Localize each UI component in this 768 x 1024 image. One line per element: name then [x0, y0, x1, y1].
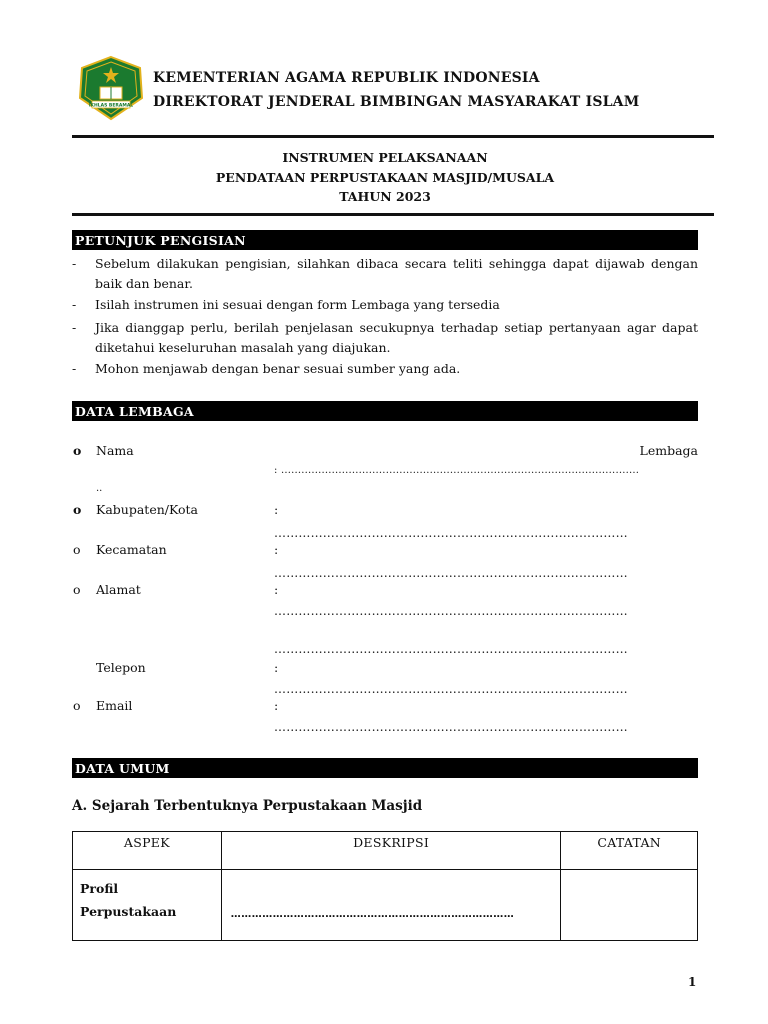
instruction-item: - Sebelum dilakukan pengisian, silahkan dibaca secara teliti sehingga dapat dijawab dengan baik dan benar.: [72, 256, 698, 291]
directorate-name: DIREKTORAT JENDERAL BIMBINGAN MASYARAKAT ISLAM: [153, 94, 640, 110]
subsection-title: A. Sejarah Terbentuknya Perpustakaan Masjid: [72, 798, 423, 814]
instruction-item: - Mohon menjawab dengan benar sesuai sumber yang ada.: [72, 361, 461, 376]
nama-fill-line[interactable]: : ..........................................................................................................: [274, 465, 640, 476]
instruction-item: - Isilah instrumen ini sesuai dengan form Lembaga yang tersedia: [72, 297, 500, 312]
kemenag-emblem-icon: [78, 55, 144, 121]
telepon-fill-line[interactable]: ……………………………………………………………………………: [274, 682, 628, 696]
field-label-kabupaten: Kabupaten/Kota: [96, 502, 198, 517]
table-row: [73, 870, 698, 941]
cell-catatan[interactable]: [561, 870, 698, 941]
document-title-year: TAHUN 2023: [339, 189, 431, 204]
kabupaten-fill-line[interactable]: ……………………………………………………………………………: [274, 526, 628, 540]
header-rule: [72, 135, 714, 138]
kecamatan-fill-line[interactable]: ……………………………………………………………………………: [274, 566, 628, 580]
column-header-aspek: ASPEK: [73, 832, 222, 870]
field-label-nama: Nama: [96, 443, 134, 458]
page-number: 1: [688, 975, 697, 989]
section-heading-data-umum: DATA UMUM: [72, 758, 698, 778]
field-kecamatan: o Kecamatan : ……………………………………………………………………………: [72, 542, 698, 582]
cell-aspek: Profil Perpustakaan: [73, 870, 222, 941]
section-heading-data-lembaga: DATA LEMBAGA: [72, 401, 698, 421]
table-header-row: [73, 832, 698, 870]
field-kabupaten-kota: o Kabupaten/Kota : ……………………………………………………………………………: [72, 502, 698, 542]
field-label-lembaga: Lembaga: [639, 443, 698, 458]
field-label-kecamatan: Kecamatan: [96, 542, 167, 557]
svg-text:IKHLAS BERAMAL: IKHLAS BERAMAL: [88, 103, 134, 109]
document-title-line1: INSTRUMEN PELAKSANAAN: [282, 150, 488, 165]
field-nama: o Nama Lembaga : .......................................................................................................... ..: [73, 443, 698, 494]
field-label-alamat: Alamat: [96, 582, 141, 597]
field-label-telepon: Telepon: [96, 660, 146, 675]
cell-deskripsi[interactable]: ………………………………………………………………………: [221, 870, 561, 941]
email-fill-line[interactable]: ……………………………………………………………………………: [274, 720, 628, 734]
title-rule: [72, 213, 714, 216]
organization-name: KEMENTERIAN AGAMA REPUBLIK INDONESIA: [153, 70, 540, 86]
field-label-email: Email: [96, 698, 133, 713]
field-alamat: o Alamat : …………………………………………………………………………… ……………………………………………………………………………: [72, 582, 698, 660]
alamat-fill-line[interactable]: ……………………………………………………………………………: [274, 642, 628, 656]
section-heading-petunjuk: PETUNJUK PENGISIAN: [72, 230, 698, 250]
instruction-item: - Jika dianggap perlu, berilah penjelasan secukupnya terhadap setiap pertanyaan agar dapat diketahui keseluruhan masalah yang diajukan.: [72, 320, 698, 355]
field-email: o Email : ……………………………………………………………………………: [72, 698, 698, 738]
document-title-line2: PENDATAAN PERPUSTAKAAN MASJID/MUSALA: [215, 170, 555, 185]
field-telepon: Telepon : ……………………………………………………………………………: [72, 660, 698, 700]
alamat-fill-line[interactable]: ……………………………………………………………………………: [274, 604, 628, 618]
column-header-catatan: CATATAN: [561, 832, 698, 870]
aspek-table: [72, 831, 698, 941]
column-header-deskripsi: DESKRIPSI: [221, 832, 561, 870]
